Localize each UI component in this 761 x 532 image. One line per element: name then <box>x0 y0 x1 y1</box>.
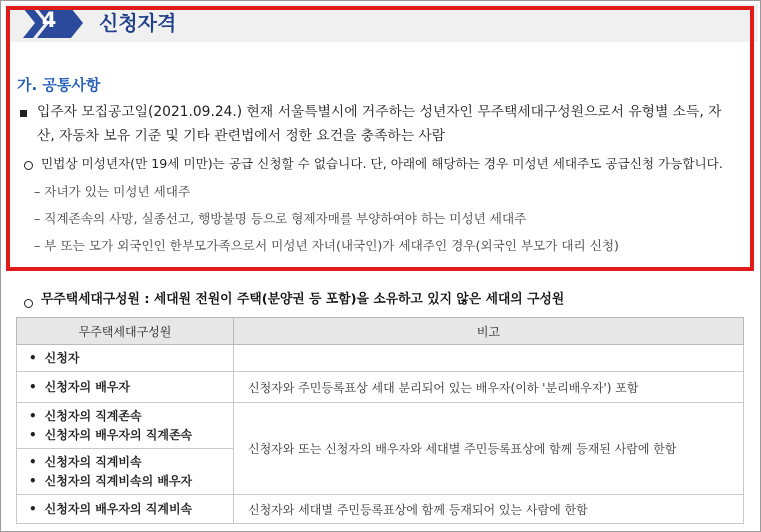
main-requirement-line-2: 산, 자동차 보유 기준 및 기타 관련법에서 정한 요건을 충족하는 사람 <box>37 128 446 144</box>
remark-cell: 신청자와 세대별 주민등록표상에 함께 등재되어 있는 사람에 한함 <box>234 495 744 524</box>
column-header-remark: 비고 <box>234 318 744 345</box>
exception-item: – 자녀가 있는 미성년 세대주 <box>34 184 191 199</box>
remark-cell: 신청자와 주민등록표상 세대 분리되어 있는 배우자(이하 '분리배우자') 포함 <box>234 372 744 403</box>
table-row <box>17 403 744 449</box>
table-header-row <box>17 318 744 345</box>
relation-label: • 신청자의 직계존속 <box>29 407 233 426</box>
household-member-definition: 무주택세대구성원 : 세대원 전원이 주택(분양권 등 포함)을 소유하고 있지 않은 세대의 구성원 <box>41 292 565 307</box>
relation-cell <box>17 449 234 495</box>
relation-label: • 신청자의 배우자의 직계비속 <box>29 500 233 519</box>
table-row <box>17 345 744 372</box>
relation-cell <box>17 345 234 372</box>
relation-label: • 신청자의 직계비속 <box>29 453 233 472</box>
exception-item: – 직계존속의 사망, 실종선고, 행방불명 등으로 형제자매를 부양하여야 하는 미성년 세대주 <box>34 211 527 226</box>
table-row <box>17 495 744 524</box>
remark-cell <box>234 345 744 372</box>
table-row <box>17 372 744 403</box>
main-requirement-line-1: 입주자 모집공고일(2021.09.24.) 현재 서울특별시에 거주하는 성년자인 무주택세대구성원으로서 유형별 소득, 자 <box>37 104 722 120</box>
circle-bullet-icon <box>24 161 33 170</box>
remark-cell: 신청자와 또는 신청자의 배우자와 세대별 주민등록표상에 함께 등재된 사람에 한함 <box>234 403 744 495</box>
relation-label: • 신청자 <box>29 349 233 368</box>
column-header-member: 무주택세대구성원 <box>17 318 234 345</box>
relation-cell <box>17 495 234 524</box>
section-number: 4 <box>41 8 57 32</box>
exception-item: – 부 또는 모가 외국인인 한부모가족으로서 미성년 자녀(내국인)가 세대주인 경우(외국인 부모가 대리 신청) <box>34 238 619 253</box>
common-heading: 가. 공통사항 <box>17 76 101 94</box>
circle-bullet-icon <box>24 299 33 308</box>
section-title: 신청자격 <box>99 11 177 35</box>
relation-cell <box>17 372 234 403</box>
square-bullet-icon <box>20 110 27 117</box>
relation-cell <box>17 403 234 449</box>
household-member-table <box>16 317 744 524</box>
minor-note: 민법상 미성년자(만 19세 미만)는 공급 신청할 수 없습니다. 단, 아래에 해당하는 경우 미성년 세대주도 공급신청 가능합니다. <box>41 156 723 171</box>
relation-label: • 신청자의 직계비속의 배우자 <box>29 472 233 491</box>
relation-label: • 신청자의 배우자 <box>29 378 233 397</box>
relation-label: • 신청자의 배우자의 직계존속 <box>29 426 233 445</box>
